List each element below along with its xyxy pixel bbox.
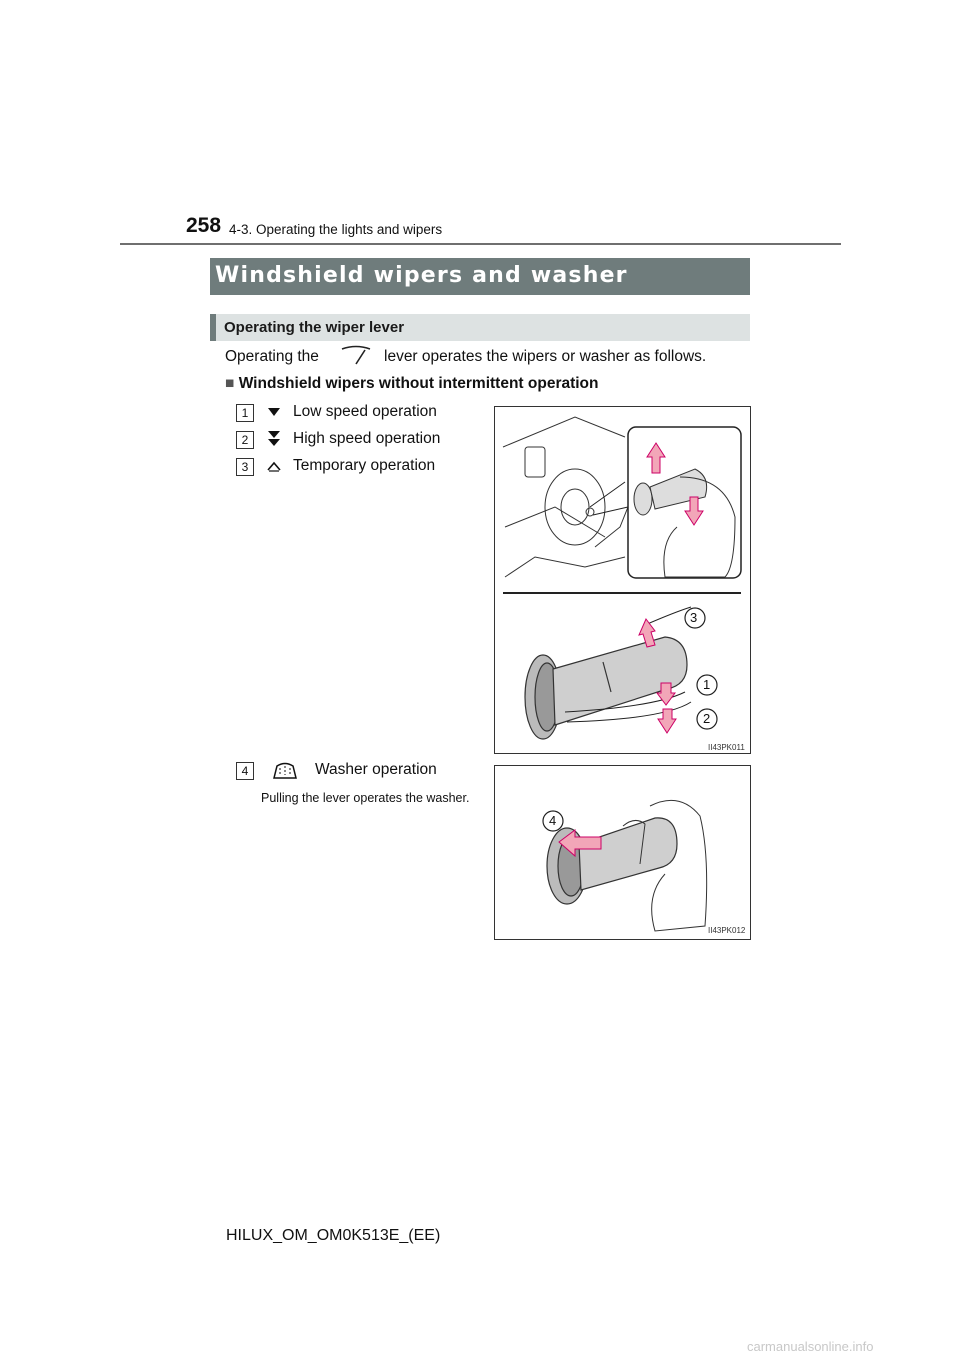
washer-figure [494,765,751,940]
item-label-high-speed: High speed operation [293,430,441,447]
mist-up-arrow-icon [266,460,282,472]
intro-text-start: Operating the [225,348,319,365]
double-down-arrow-icon [267,430,281,448]
figure-callout-label-4: 4 [549,813,557,828]
washer-note: Pulling the lever operates the washer. [261,791,470,805]
header-divider [120,243,841,245]
watermark: carmanualsonline.info [747,1339,874,1354]
section-reference: 4-3. Operating the lights and wipers [229,222,443,237]
item-label-low-speed: Low speed operation [293,403,437,420]
single-down-arrow-icon [267,406,281,418]
item-label-temporary: Temporary operation [293,457,436,474]
subsection-marker [210,314,216,341]
figure-callout-label-2: 2 [703,711,711,726]
wiper-lever-figure [494,406,751,754]
page-number: 258 [186,214,222,237]
item-label-washer: Washer operation [315,761,437,778]
callout-number-1: 1 [236,404,254,422]
intro-text-end: lever operates the wipers or washer as follows. [384,348,707,365]
washer-icon [271,758,299,782]
figure-callout-label-3: 3 [690,610,698,625]
subsection-title: Operating the wiper lever [224,319,405,336]
section-title-bar [210,258,750,295]
heading-bullet: ■ [225,375,235,392]
figure-code: II43PK011 [708,743,745,752]
callout-number-4: 4 [236,762,254,780]
figure-code: II43PK012 [708,926,746,935]
callout-number-3: 3 [236,458,254,476]
section-title: Windshield wipers and washer [215,263,628,288]
figure-callout-label-1: 1 [703,677,711,692]
document-footer: HILUX_OM_OM0K513E_(EE) [226,1227,441,1244]
subsection-bar [210,314,750,341]
wiper-lever-illustration [495,407,750,753]
wiper-icon [339,345,373,367]
callout-number-2: 2 [236,431,254,449]
heading-line [225,375,599,393]
washer-illustration [495,766,750,939]
heading-text: Windshield wipers without intermittent operation [238,375,599,392]
